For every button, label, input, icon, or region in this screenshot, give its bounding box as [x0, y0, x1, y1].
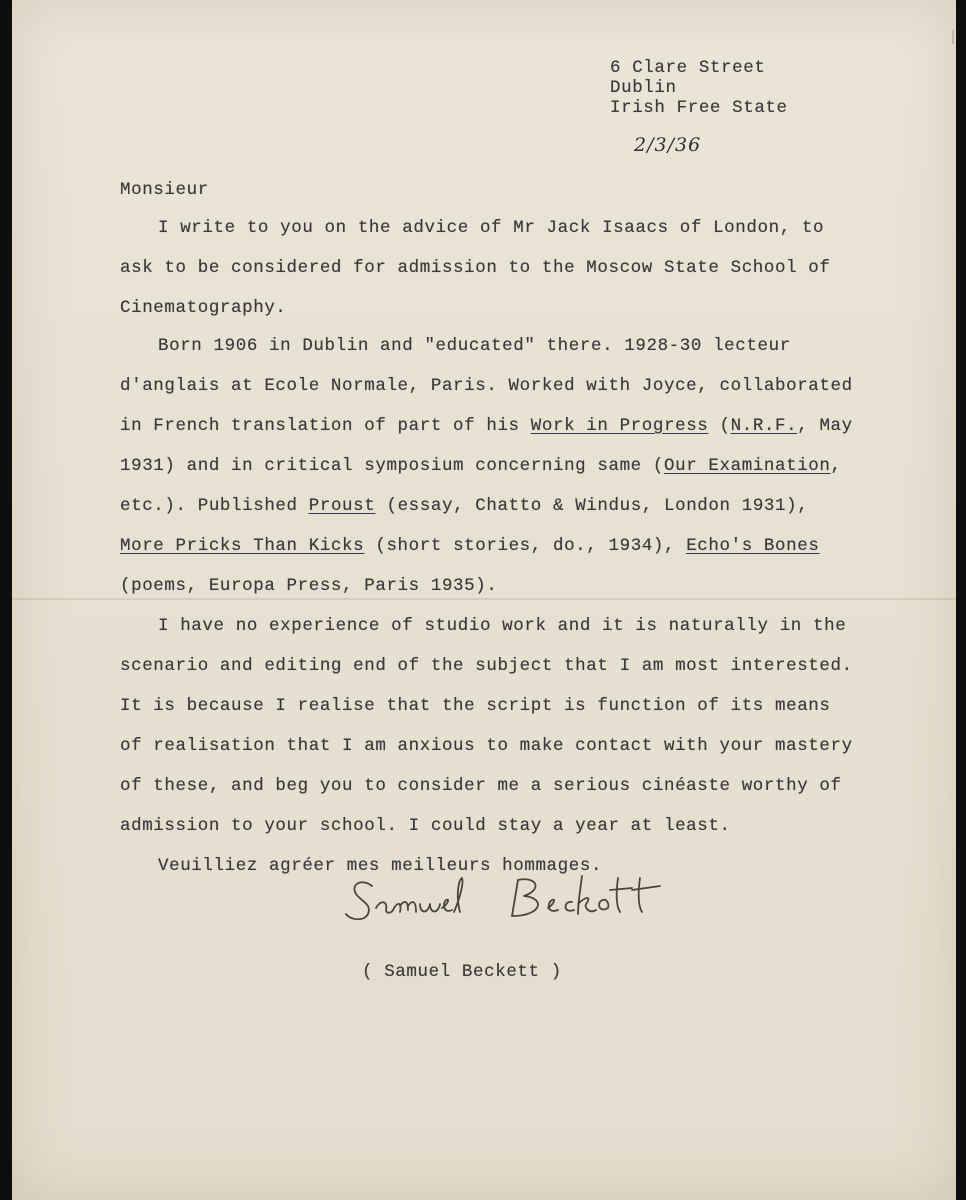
- signature-drawing: [342, 868, 682, 928]
- text-run: etc.). Published: [120, 496, 309, 516]
- paragraph-2-line: (poems, Europa Press, Paris 1935).: [120, 576, 498, 596]
- paragraph-2-line: [120, 496, 808, 516]
- paragraph-3-line: scenario and editing end of the subject that I am most interested.: [120, 656, 853, 676]
- address-line: Dublin: [610, 78, 677, 98]
- address-line: 6 Clare Street: [610, 58, 766, 78]
- paragraph-2-line: [120, 416, 853, 436]
- paper-fold: [12, 598, 956, 600]
- paragraph-3-line: of these, and beg you to consider me a serious cinéaste worthy of: [120, 776, 842, 796]
- text-run: 1931) and in critical symposium concerning same (: [120, 456, 664, 476]
- typed-name: ( Samuel Beckett ): [362, 962, 562, 982]
- page-edge-mark: [952, 30, 954, 44]
- paragraph-3-line: I have no experience of studio work and it is naturally in the: [158, 616, 847, 636]
- salutation: Monsieur: [120, 180, 209, 200]
- paragraph-2-line: [120, 536, 819, 556]
- closing-line: Veuilliez agréer mes meilleurs hommages.: [158, 856, 603, 876]
- paragraph-2-line: Born 1906 in Dublin and "educated" there. 1928-30 lecteur: [158, 336, 791, 356]
- paragraph-2-line: [120, 456, 842, 476]
- text-run: in French translation of part of his: [120, 416, 531, 436]
- letter-date: 2/3/36: [634, 134, 702, 156]
- title-nrf: N.R.F.: [730, 416, 798, 436]
- paragraph-3-line: admission to your school. I could stay a year at least.: [120, 816, 731, 836]
- title-more-pricks-than-kicks: More Pricks Than Kicks: [120, 536, 365, 556]
- text-run: (essay, Chatto & Windus, London 1931),: [375, 496, 809, 516]
- sender-address: [610, 58, 788, 118]
- title-echos-bones: Echo's Bones: [686, 536, 820, 556]
- handwritten-signature: [342, 868, 682, 928]
- title-proust: Proust: [308, 496, 376, 516]
- paragraph-1-line: Cinematography.: [120, 298, 287, 318]
- title-our-examination: Our Examination: [663, 456, 831, 476]
- signature-text: [342, 868, 343, 869]
- paragraph-1-line: ask to be considered for admission to the Moscow State School of: [120, 258, 831, 278]
- paragraph-2-line: d'anglais at Ecole Normale, Paris. Worked with Joyce, collaborated: [120, 376, 853, 396]
- text-run: (: [708, 416, 731, 436]
- text-run: , May: [797, 416, 853, 436]
- paragraph-3-line: of realisation that I am anxious to make contact with your mastery: [120, 736, 853, 756]
- paragraph-1-line: I write to you on the advice of Mr Jack Isaacs of London, to: [158, 218, 825, 238]
- address-line: Irish Free State: [610, 98, 788, 118]
- text-run: ,: [830, 456, 842, 476]
- letter-paper: [12, 0, 956, 1200]
- paragraph-3-line: It is because I realise that the script is function of its means: [120, 696, 831, 716]
- text-run: (short stories, do., 1934),: [364, 536, 687, 556]
- title-work-in-progress: Work in Progress: [530, 416, 709, 436]
